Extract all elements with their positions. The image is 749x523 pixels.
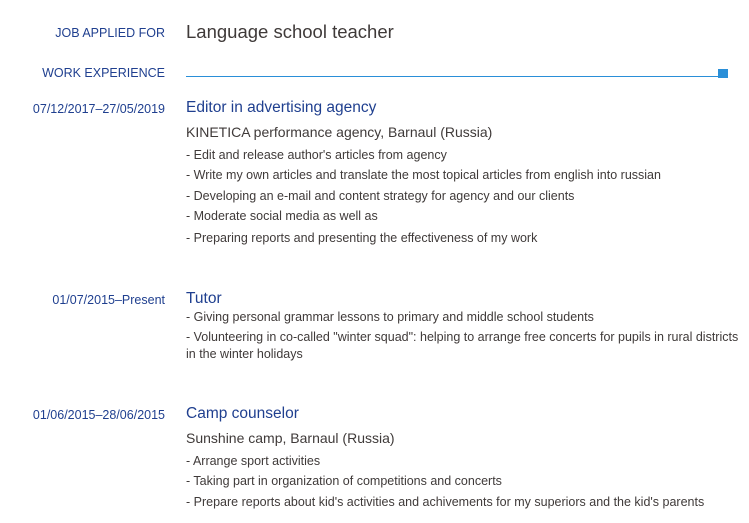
duty-item: - Volunteering in co-called "winter squad": helping to arrange free concerts for pupils in rural districts in the winter holidays — [186, 330, 739, 361]
duty-item: - Prepare reports about kid's activities and achivements for my superiors and the kid's parents — [186, 495, 705, 509]
entry-role: Editor in advertising agency — [186, 99, 377, 116]
entry-dates: 01/06/2015–28/06/2015 — [32, 408, 165, 422]
job-applied-label: JOB APPLIED FOR — [55, 26, 165, 40]
duty-item: - Giving personal grammar lessons to primary and middle school students — [186, 310, 594, 324]
duty-item: - Taking part in organization of competitions and concerts — [186, 474, 502, 488]
entry-dates: 07/12/2017–27/05/2019 — [32, 102, 165, 116]
job-applied-value: Language school teacher — [186, 21, 394, 42]
duty-item: - Preparing reports and presenting the effectiveness of my work — [186, 231, 538, 245]
section-divider-marker — [718, 69, 728, 78]
duty-item: - Arrange sport activities — [186, 454, 321, 468]
work-experience-label: WORK EXPERIENCE — [42, 66, 165, 80]
section-divider-line — [186, 76, 718, 77]
entry-role: Camp counselor — [186, 405, 299, 422]
entry-role: Tutor — [186, 290, 222, 307]
duty-item: - Developing an e-mail and content strategy for agency and our clients — [186, 189, 575, 203]
entry-organization: KINETICA performance agency, Barnaul (Russia) — [186, 124, 493, 140]
duty-item: - Moderate social media as well as — [186, 209, 378, 223]
duty-item: - Edit and release author's articles from agency — [186, 148, 447, 162]
entry-dates: 01/07/2015–Present — [52, 293, 165, 307]
entry-organization: Sunshine camp, Barnaul (Russia) — [186, 430, 395, 446]
duty-item: - Write my own articles and translate the most topical articles from english into russian — [186, 168, 661, 182]
